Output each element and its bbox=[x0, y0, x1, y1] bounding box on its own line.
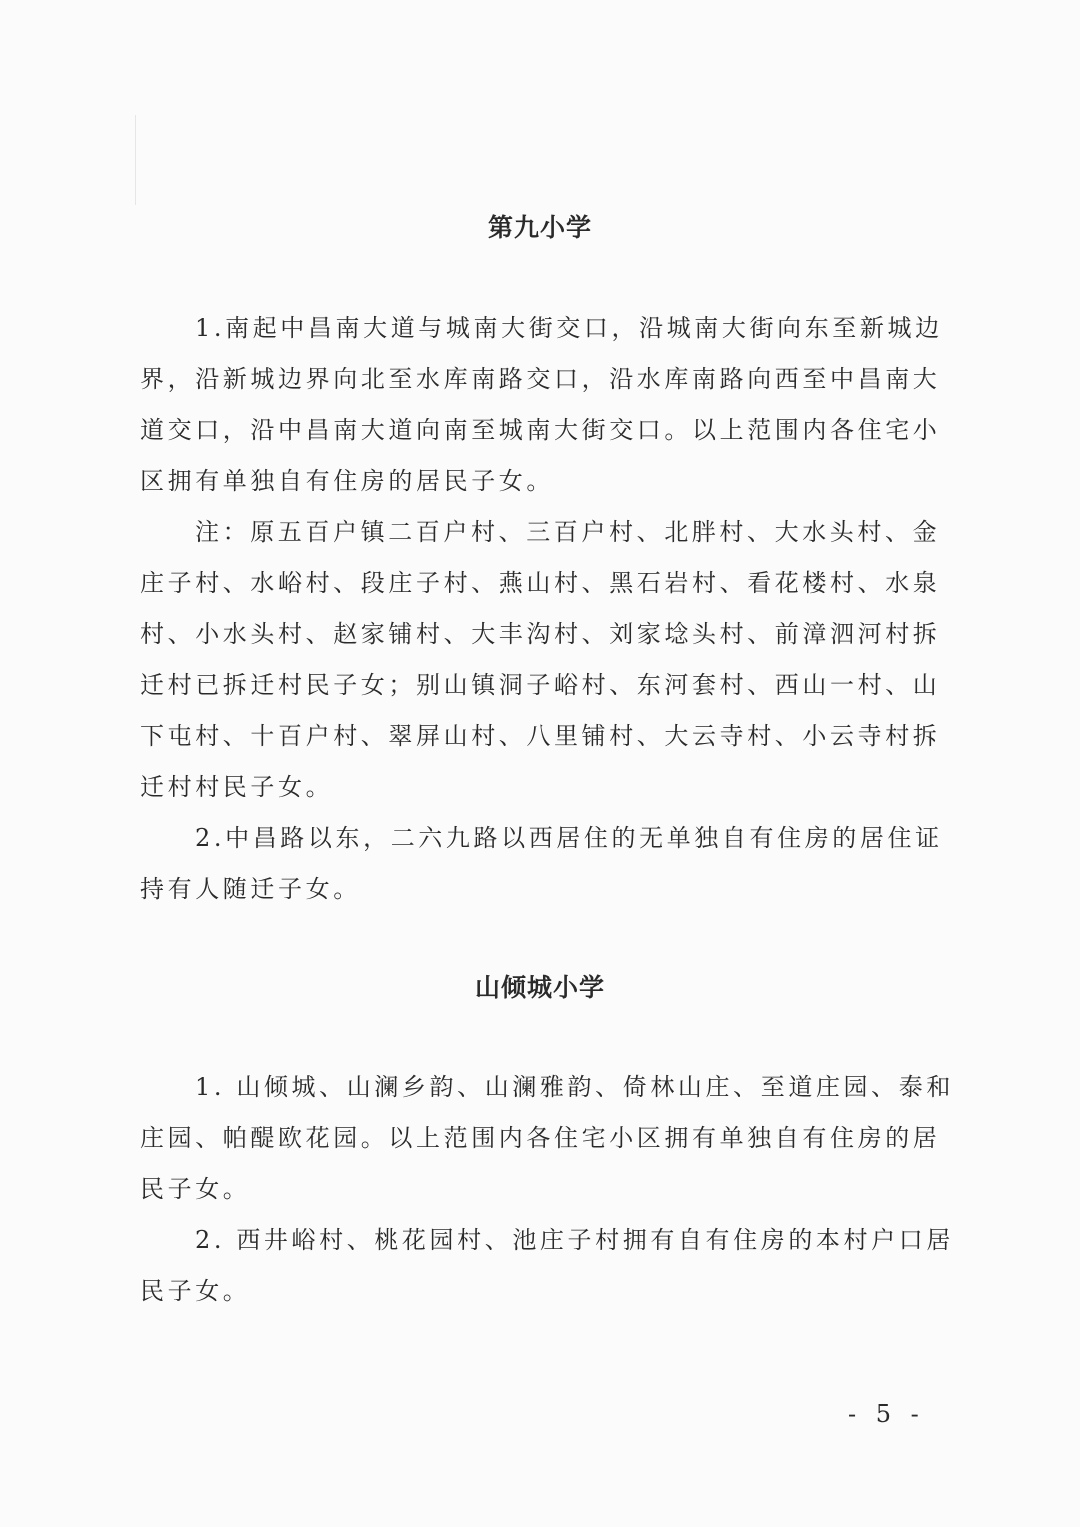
paragraph bbox=[140, 1062, 954, 1215]
section-title-2: 山倾城小学 bbox=[474, 973, 605, 1002]
text-line: 民子女。 bbox=[140, 1277, 251, 1305]
paragraph bbox=[140, 1215, 954, 1317]
page-number: - 5 - bbox=[848, 1400, 925, 1428]
text-line: 迁村已拆迁村民子女；别山镇洞子峪村、东河套村、西山一村、山 bbox=[140, 671, 941, 699]
text-line: 下屯村、十百户村、翠屏山村、八里铺村、大云寺村、小云寺村拆 bbox=[140, 722, 941, 750]
text-line: 庄子村、水峪村、段庄子村、燕山村、黑石岩村、看花楼村、水泉 bbox=[140, 569, 941, 597]
text-line: 注：原五百户镇二百户村、三百户村、北胖村、大水头村、金 bbox=[195, 518, 941, 546]
text-line: 区拥有单独自有住房的居民子女。 bbox=[140, 467, 554, 495]
note-paragraph bbox=[140, 507, 950, 813]
text-line: 2. 西井峪村、桃花园村、池庄子村拥有自有住房的本村户口居 bbox=[195, 1226, 954, 1254]
paragraph bbox=[140, 303, 950, 507]
text-line: 1. 山倾城、山澜乡韵、山澜雅韵、倚林山庄、至道庄园、泰和 bbox=[195, 1073, 954, 1101]
text-line: 庄园、帕醍欧花园。以上范围内各住宅小区拥有单独自有住房的居 bbox=[140, 1124, 941, 1152]
text-line: 界，沿新城边界向北至水库南路交口，沿水库南路向西至中昌南大 bbox=[140, 365, 941, 393]
text-line: 迁村村民子女。 bbox=[140, 773, 334, 801]
text-line: 村、小水头村、赵家铺村、大丰沟村、刘家埝头村、前漳泗河村拆 bbox=[140, 620, 941, 648]
text-line: 民子女。 bbox=[140, 1175, 251, 1203]
text-line: 2.中昌路以东，二六九路以西居住的无单独自有住房的居住证 bbox=[195, 824, 943, 852]
section-title-1: 第九小学 bbox=[487, 213, 592, 242]
section-1-body bbox=[140, 303, 950, 915]
text-line: 1.南起中昌南大道与城南大街交口，沿城南大街向东至新城边 bbox=[195, 314, 943, 342]
paragraph bbox=[140, 813, 950, 915]
scan-edge bbox=[135, 115, 136, 205]
text-line: 道交口，沿中昌南大道向南至城南大街交口。以上范围内各住宅小 bbox=[140, 416, 941, 444]
text-line: 持有人随迁子女。 bbox=[140, 875, 361, 903]
section-2-body bbox=[140, 1062, 954, 1317]
